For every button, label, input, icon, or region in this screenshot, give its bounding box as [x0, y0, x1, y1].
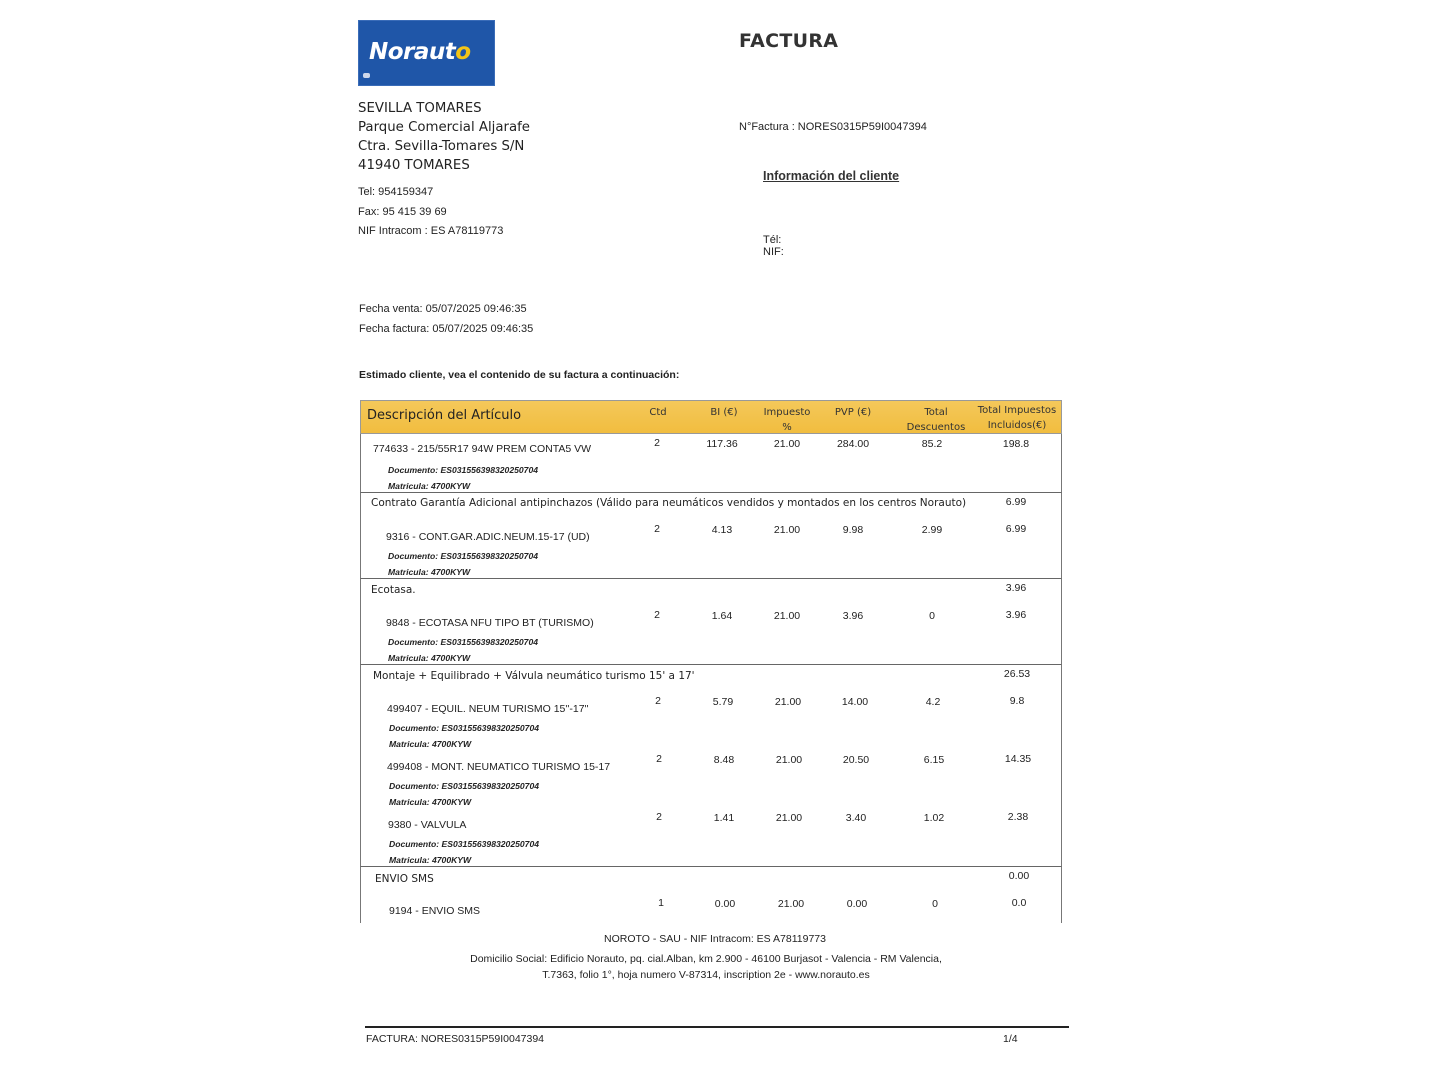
- item-total: 6.99: [1005, 523, 1027, 535]
- store-address-line-1: Parque Comercial Aljarafe: [358, 120, 530, 135]
- item-bi: 0.00: [714, 898, 736, 910]
- item-descuentos: 6.15: [923, 754, 945, 766]
- item-pvp: 3.40: [845, 812, 867, 824]
- item-description: 499407 - EQUIL. NEUM TURISMO 15''-17'': [387, 703, 589, 715]
- item-documento: Documento: ES031556398320250704: [389, 839, 540, 849]
- store-nif: NIF Intracom : ES A78119773: [358, 225, 504, 237]
- logo-text: Norauto: [369, 39, 471, 65]
- group-total: 0.00: [1008, 870, 1030, 882]
- store-name: SEVILLA TOMARES: [358, 101, 482, 116]
- footer-address-line-1: Domicilio Social: Edificio Norauto, pq. cial.Alban, km 2.900 - 46100 Burjasot - Valencia - RM Valencia,: [470, 953, 942, 965]
- item-impuesto: 21.00: [775, 754, 803, 766]
- item-description: 9848 - ECOTASA NFU TIPO BT (TURISMO): [386, 617, 594, 629]
- item-matricula: Matricula: 4700KYW: [389, 797, 472, 807]
- item-ctd: 2: [654, 523, 660, 535]
- item-total: 14.35: [1004, 753, 1032, 765]
- item-description: 9316 - CONT.GAR.ADIC.NEUM.15-17 (UD): [386, 531, 590, 543]
- item-pvp: 9.98: [842, 524, 864, 536]
- norauto-logo: [358, 20, 495, 86]
- header-impuesto-line1: Impuesto: [763, 407, 811, 418]
- table-group: [360, 493, 1062, 579]
- header-impuesto-line2: %: [782, 422, 792, 433]
- client-tel-label: Tél:: [763, 234, 782, 246]
- footer-divider: [365, 1026, 1069, 1028]
- group-title: ENVIO SMS: [375, 873, 434, 885]
- group-title: Contrato Garantía Adicional antipinchazos (Válido para neumáticos vendidos y montados en los centros Norauto): [371, 497, 967, 509]
- group-total: 6.99: [1005, 496, 1027, 508]
- item-matricula: Matricula: 4700KYW: [388, 481, 471, 491]
- table-group: [360, 665, 1062, 867]
- store-address-line-2: Ctra. Sevilla-Tomares S/N: [358, 139, 525, 154]
- header-descuentos-line1: Total: [924, 407, 948, 418]
- item-pvp: 284.00: [836, 438, 870, 450]
- footer-address-line-2: T.7363, folio 1°, hoja numero V-87314, inscription 2e - www.norauto.es: [542, 968, 870, 981]
- item-pvp: 0.00: [846, 898, 868, 910]
- client-nif-label: NIF:: [763, 246, 784, 258]
- item-description: 774633 - 215/55R17 94W PREM CONTA5 VW: [373, 443, 592, 455]
- item-bi: 5.79: [712, 696, 734, 708]
- item-total: 2.38: [1007, 811, 1029, 823]
- footer-invoice-ref: FACTURA: NORES0315P59I0047394: [366, 1033, 545, 1045]
- item-bi: 117.36: [706, 438, 738, 450]
- item-description: 9194 - ENVIO SMS: [389, 905, 481, 917]
- item-matricula: Matricula: 4700KYW: [389, 739, 472, 749]
- item-pvp: 14.00: [841, 696, 869, 708]
- item-descuentos: 2.99: [921, 524, 943, 536]
- item-impuesto: 21.00: [773, 438, 801, 450]
- item-descuentos: 1.02: [923, 812, 945, 824]
- table-group: [360, 579, 1062, 665]
- table-header: [360, 400, 1062, 434]
- item-pvp: 3.96: [842, 610, 864, 622]
- item-bi: 1.64: [711, 610, 733, 622]
- group-title: Ecotasa.: [371, 584, 416, 596]
- item-description: 499408 - MONT. NEUMATICO TURISMO 15-17: [387, 761, 611, 773]
- item-impuesto: 21.00: [773, 610, 801, 622]
- item-ctd: 2: [656, 753, 662, 765]
- item-documento: Documento: ES031556398320250704: [389, 781, 540, 791]
- item-descuentos: 0: [929, 610, 935, 622]
- store-contact: [358, 183, 503, 242]
- invoice-number: N°Factura : NORES0315P59I0047394: [739, 121, 927, 133]
- item-matricula: Matricula: 4700KYW: [388, 653, 471, 663]
- invoice-table: [360, 400, 1062, 923]
- item-total: 9.8: [1009, 695, 1025, 707]
- item-documento: Documento: ES031556398320250704: [388, 465, 539, 475]
- header-total-line1: Total Impuestos: [977, 405, 1057, 416]
- item-matricula: Matricula: 4700KYW: [389, 855, 472, 865]
- table-group: [360, 434, 1062, 493]
- client-fields: [763, 234, 784, 258]
- item-description: 9380 - VALVULA: [388, 819, 467, 831]
- item-bi: 4.13: [711, 524, 733, 536]
- logo-wordmark: [369, 39, 471, 65]
- item-ctd: 2: [656, 811, 662, 823]
- table-group: [360, 867, 1062, 923]
- header-bi: BI (€): [710, 407, 738, 418]
- document-title: FACTURA: [739, 30, 839, 52]
- item-impuesto: 21.00: [774, 696, 802, 708]
- item-documento: Documento: ES031556398320250704: [388, 551, 539, 561]
- invoice-dates: [359, 300, 533, 339]
- logo-accent-letter: o: [455, 39, 471, 65]
- header-pvp: PVP (€): [834, 407, 872, 418]
- header-ctd: Ctd: [649, 407, 667, 418]
- header-impuesto: [756, 405, 818, 435]
- item-total: 198.8: [1002, 438, 1030, 450]
- fecha-venta: Fecha venta: 05/07/2025 09:46:35: [359, 303, 527, 315]
- item-documento: Documento: ES031556398320250704: [388, 637, 539, 647]
- client-info-title: Información del cliente: [763, 169, 900, 183]
- item-impuesto: 21.00: [773, 524, 801, 536]
- header-descuentos-line2: Descuentos: [906, 422, 966, 433]
- group-total: 26.53: [1003, 668, 1031, 680]
- item-bi: 1.41: [713, 812, 735, 824]
- store-tel: Tel: 954159347: [358, 186, 434, 198]
- group-title: Montaje + Equilibrado + Válvula neumático turismo 15' a 17': [373, 670, 695, 682]
- header-total-line2: Incluidos(€): [987, 420, 1047, 431]
- intro-text: Estimado cliente, vea el contenido de su factura a continuación:: [359, 369, 680, 381]
- item-matricula: Matricula: 4700KYW: [388, 567, 471, 577]
- logo-badge-icon: [363, 73, 370, 78]
- store-address: [358, 99, 530, 175]
- group-total: 3.96: [1005, 582, 1027, 594]
- item-descuentos: 85.2: [921, 438, 943, 450]
- header-descuentos: [901, 405, 971, 435]
- store-fax: Fax: 95 415 39 69: [358, 205, 447, 218]
- item-ctd: 1: [658, 897, 664, 909]
- item-ctd: 2: [654, 609, 660, 621]
- footer-address: [0, 952, 1412, 983]
- item-impuesto: 21.00: [777, 898, 805, 910]
- fecha-factura: Fecha factura: 05/07/2025 09:46:35: [359, 322, 534, 335]
- header-description: Descripción del Artículo: [367, 408, 522, 423]
- item-documento: Documento: ES031556398320250704: [389, 723, 540, 733]
- header-total: [971, 403, 1063, 433]
- item-ctd: 2: [655, 695, 661, 707]
- item-descuentos: 4.2: [925, 696, 941, 708]
- page-number: 1/4: [1003, 1033, 1018, 1045]
- item-bi: 8.48: [713, 754, 735, 766]
- item-total: 0.0: [1011, 897, 1027, 909]
- item-pvp: 20.50: [842, 754, 870, 766]
- item-impuesto: 21.00: [775, 812, 803, 824]
- store-address-line-3: 41940 TOMARES: [358, 158, 470, 173]
- item-ctd: 2: [654, 437, 660, 449]
- item-total: 3.96: [1005, 609, 1027, 621]
- item-descuentos: 0: [932, 898, 938, 910]
- footer-company: NOROTO - SAU - NIF Intracom: ES A78119773: [604, 933, 826, 945]
